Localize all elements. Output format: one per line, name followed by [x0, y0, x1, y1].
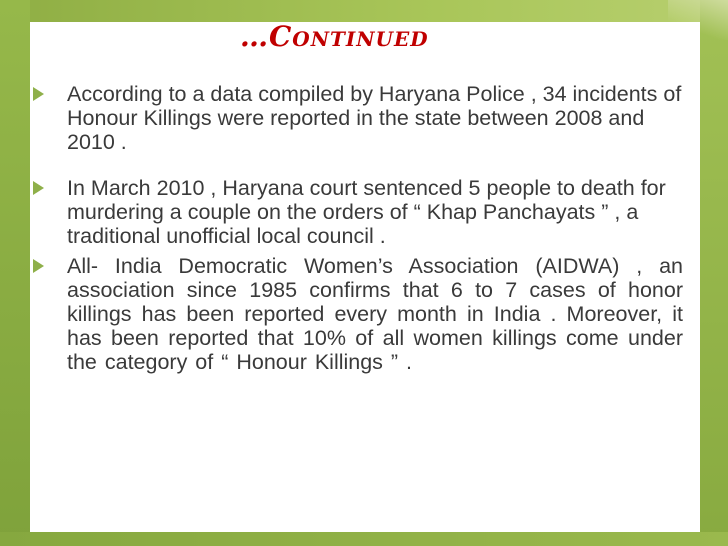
bullet-item	[33, 82, 683, 154]
bullet-text: According to a data compiled by Haryana Police , 34 incidents of Honour Killings were reported in the state between 2008 and 2010 .	[67, 82, 682, 154]
right-border	[700, 0, 728, 546]
arrow-bullet-icon	[33, 181, 44, 195]
bullet-list	[33, 82, 683, 374]
bottom-border	[0, 532, 728, 546]
bullet-item	[33, 254, 683, 374]
bullet-text: In March 2010 , Haryana court sentenced 5 people to death for murdering a couple on the orders of “ Khap Panchayats ” , a traditional unofficial local council .	[67, 176, 666, 248]
arrow-bullet-icon	[33, 259, 44, 273]
slide-title: …Continued	[240, 20, 429, 53]
bullet-item	[33, 176, 683, 248]
left-border	[0, 0, 30, 546]
bullet-text: All- India Democratic Women’s Association (AIDWA) , an association since 1985 confirms that 6 to 7 cases of honor killings has been reported every month in India . Moreover, it has been reported that 10% of all women killings come under the category of “ Honour Killings ” .	[67, 254, 683, 374]
top-border	[0, 0, 728, 22]
arrow-bullet-icon	[33, 87, 44, 101]
